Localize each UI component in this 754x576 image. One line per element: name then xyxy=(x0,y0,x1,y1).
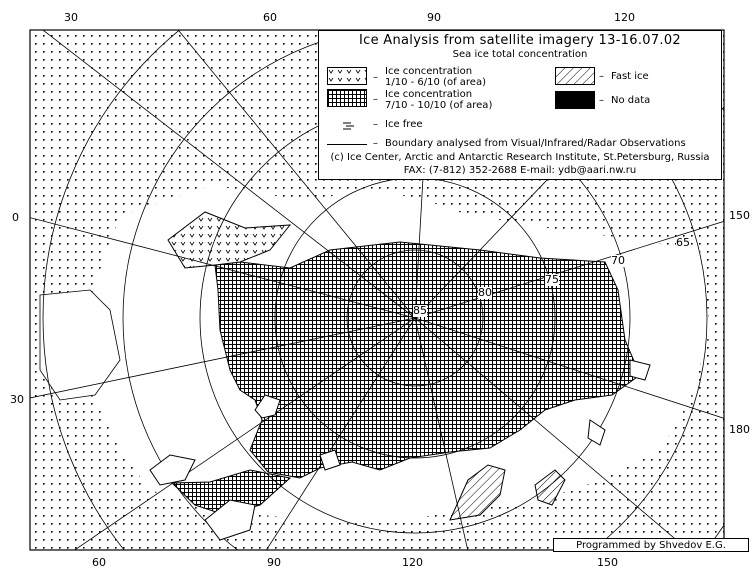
legend-subtitle: Sea ice total concentration xyxy=(452,49,588,60)
lon-label-right-150: 150 xyxy=(729,209,750,222)
legend-contact: FAX: (7-812) 352-2688 E-mail: ydb@aari.nw.ru xyxy=(403,165,637,176)
lat-label-70: 70 xyxy=(611,254,625,267)
map-legend: Ice Analysis from satellite imagery 13-16.07.02 Sea ice total concentration Ice concentration 1/10 - 6/10 (of area) – Ice concentration 7/10 - 10/10 (of area) – – Ice free – Fast ice – No data – Boundary analysed from Visual/Infrared/Radar Observations (c) Ice Center, Arctic and Antarctic Research Institute, St.Petersburg, Russia FAX: (7-812) 352-2688 E-mail: ydb@aari.nw.ru xyxy=(318,30,722,180)
lon-label-top-60: 60 xyxy=(263,11,277,24)
open-ice-swatch xyxy=(327,67,367,85)
lon-label-bottom-90: 90 xyxy=(267,556,281,569)
close-ice-line2: 7/10 - 10/10 (of area) xyxy=(385,100,493,111)
programmer-credit: Programmed by Shvedov E.G. xyxy=(553,538,749,552)
open-ice-line2: 1/10 - 6/10 (of area) xyxy=(385,77,486,88)
ice-free-symbol xyxy=(341,117,361,136)
lon-label-bottom-60: 60 xyxy=(92,556,106,569)
close-ice-swatch xyxy=(327,89,367,107)
lon-label-right-180: 180 xyxy=(729,423,750,436)
legend-title: Ice Analysis from satellite imagery 13-16.07.02 xyxy=(359,33,681,48)
fast-ice-swatch xyxy=(555,67,595,85)
lon-label-top-90: 90 xyxy=(427,11,441,24)
no-data-label: No data xyxy=(611,95,651,106)
close-ice-line1: Ice concentration xyxy=(385,89,473,100)
lat-label-80: 80 xyxy=(478,286,492,299)
fast-ice-label: Fast ice xyxy=(611,71,649,82)
lat-label-75: 75 xyxy=(545,273,559,286)
no-data-swatch xyxy=(555,91,595,109)
boundary-label: Boundary analysed from Visual/Infrared/Radar Observations xyxy=(385,138,686,149)
lat-label-65: 65 xyxy=(676,236,690,249)
lon-label-bottom-150: 150 xyxy=(597,556,618,569)
lon-label-left-0: 0 xyxy=(12,211,19,224)
lon-label-bottom-120: 120 xyxy=(402,556,423,569)
lat-label-85: 85 xyxy=(413,304,427,317)
lon-label-left-30: 30 xyxy=(10,393,24,406)
boundary-line-symbol xyxy=(327,144,367,145)
open-ice-line1: Ice concentration xyxy=(385,66,473,77)
lon-label-top-120: 120 xyxy=(614,11,635,24)
legend-copyright: (c) Ice Center, Arctic and Antarctic Research Institute, St.Petersburg, Russia xyxy=(330,152,710,163)
lon-label-top-30: 30 xyxy=(64,11,78,24)
ice-free-label: Ice free xyxy=(385,119,423,130)
